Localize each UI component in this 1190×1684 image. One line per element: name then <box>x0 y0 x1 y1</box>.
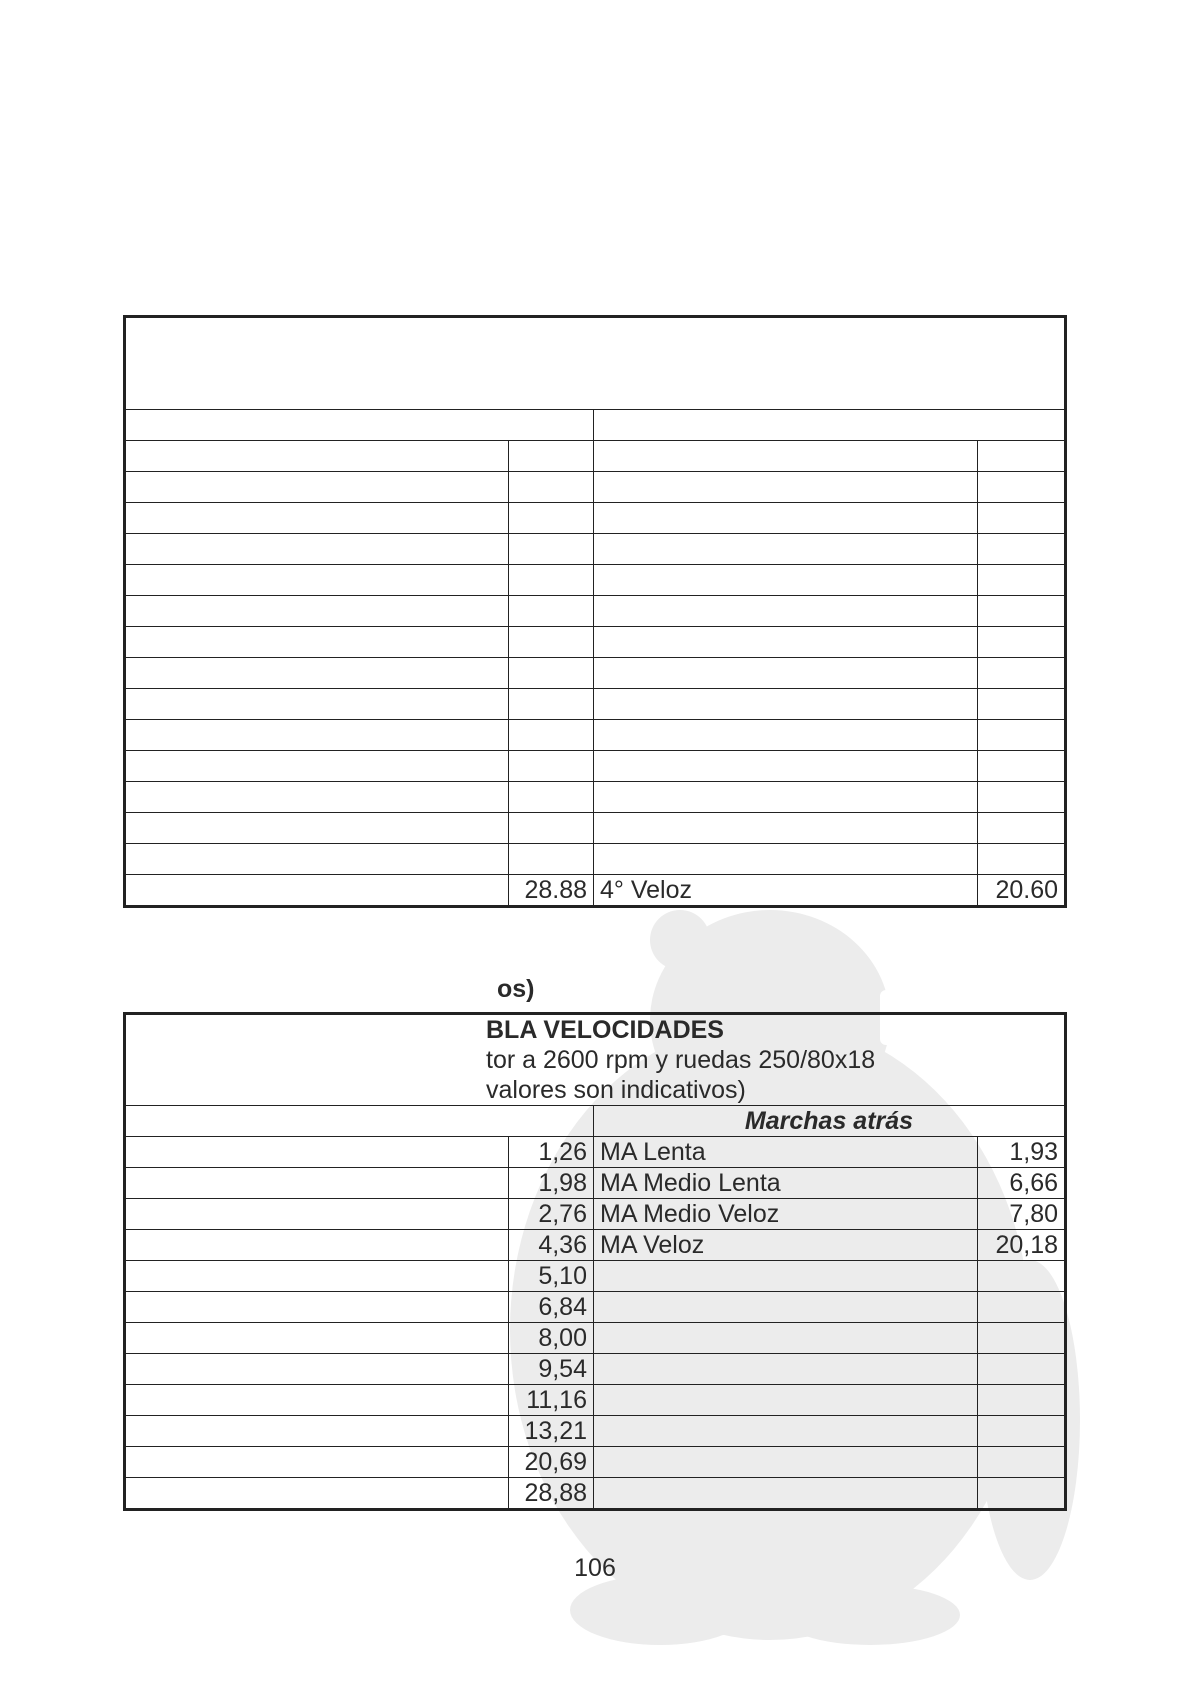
table-row <box>125 658 1066 689</box>
right-speed-value: 6,66 <box>978 1168 1066 1199</box>
left-speed-value: 28,88 <box>509 1478 594 1510</box>
table-row <box>125 1230 1066 1261</box>
table-row <box>125 751 1066 782</box>
left-speed-value: 8,00 <box>509 1323 594 1354</box>
right-speed-value: 20,18 <box>978 1230 1066 1261</box>
right-gear-label: MA Veloz <box>594 1230 978 1261</box>
left-section-header <box>125 1106 594 1137</box>
table-row <box>125 1447 1066 1478</box>
left-speed-value: 13,21 <box>509 1416 594 1447</box>
right-speed-value: 20.60 <box>978 875 1066 907</box>
table-row <box>125 503 1066 534</box>
table-row <box>125 1137 1066 1168</box>
table-row <box>125 627 1066 658</box>
right-gear-label: MA Medio Lenta <box>594 1168 978 1199</box>
table-row <box>125 1478 1066 1510</box>
table-title-row <box>125 1014 1066 1106</box>
left-speed-value: 11,16 <box>509 1385 594 1416</box>
left-speed-value: 28.88 <box>509 875 594 907</box>
right-speed-value: 7,80 <box>978 1199 1066 1230</box>
page-number: 106 <box>574 1554 616 1582</box>
table-header-row <box>125 410 1066 441</box>
right-gear-label: MA Lenta <box>594 1137 978 1168</box>
table-title: BLA VELOCIDADES <box>486 1016 724 1044</box>
left-speed-value: 2,76 <box>509 1199 594 1230</box>
table-row <box>125 534 1066 565</box>
left-speed-value: 6,84 <box>509 1292 594 1323</box>
table-row <box>125 1385 1066 1416</box>
table-row <box>125 1261 1066 1292</box>
table-row <box>125 720 1066 751</box>
table-row <box>125 596 1066 627</box>
left-speed-value: 9,54 <box>509 1354 594 1385</box>
table-row <box>125 1292 1066 1323</box>
left-speed-value: 5,10 <box>509 1261 594 1292</box>
table-row <box>125 441 1066 472</box>
reverse-gears-header: Marchas atrás <box>594 1106 1066 1137</box>
table-row <box>125 844 1066 875</box>
right-gear-label: 4° Veloz <box>594 875 978 907</box>
table-row <box>125 813 1066 844</box>
table-subtitle: tor a 2600 rpm y ruedas 250/80x18 <box>486 1046 876 1074</box>
right-gear-label: MA Medio Veloz <box>594 1199 978 1230</box>
left-speed-value: 1,26 <box>509 1137 594 1168</box>
left-speed-value: 4,36 <box>509 1230 594 1261</box>
table-row <box>125 782 1066 813</box>
table-row <box>125 1168 1066 1199</box>
table-header-row <box>125 1106 1066 1137</box>
table-row <box>125 565 1066 596</box>
left-speed-value: 1,98 <box>509 1168 594 1199</box>
table-row <box>125 875 1066 907</box>
table-caption: os) <box>497 975 535 1003</box>
table-note: valores son indicativos) <box>486 1076 746 1104</box>
left-speed-value: 20,69 <box>509 1447 594 1478</box>
speed-table <box>123 1012 1067 1511</box>
right-speed-value: 1,93 <box>978 1137 1066 1168</box>
table-row <box>125 1323 1066 1354</box>
table-title-row <box>125 317 1066 410</box>
table-row <box>125 1199 1066 1230</box>
table-row <box>125 472 1066 503</box>
table-row <box>125 689 1066 720</box>
table-row <box>125 1416 1066 1447</box>
gear-speed-table-forward <box>123 315 1067 908</box>
table-row <box>125 1354 1066 1385</box>
